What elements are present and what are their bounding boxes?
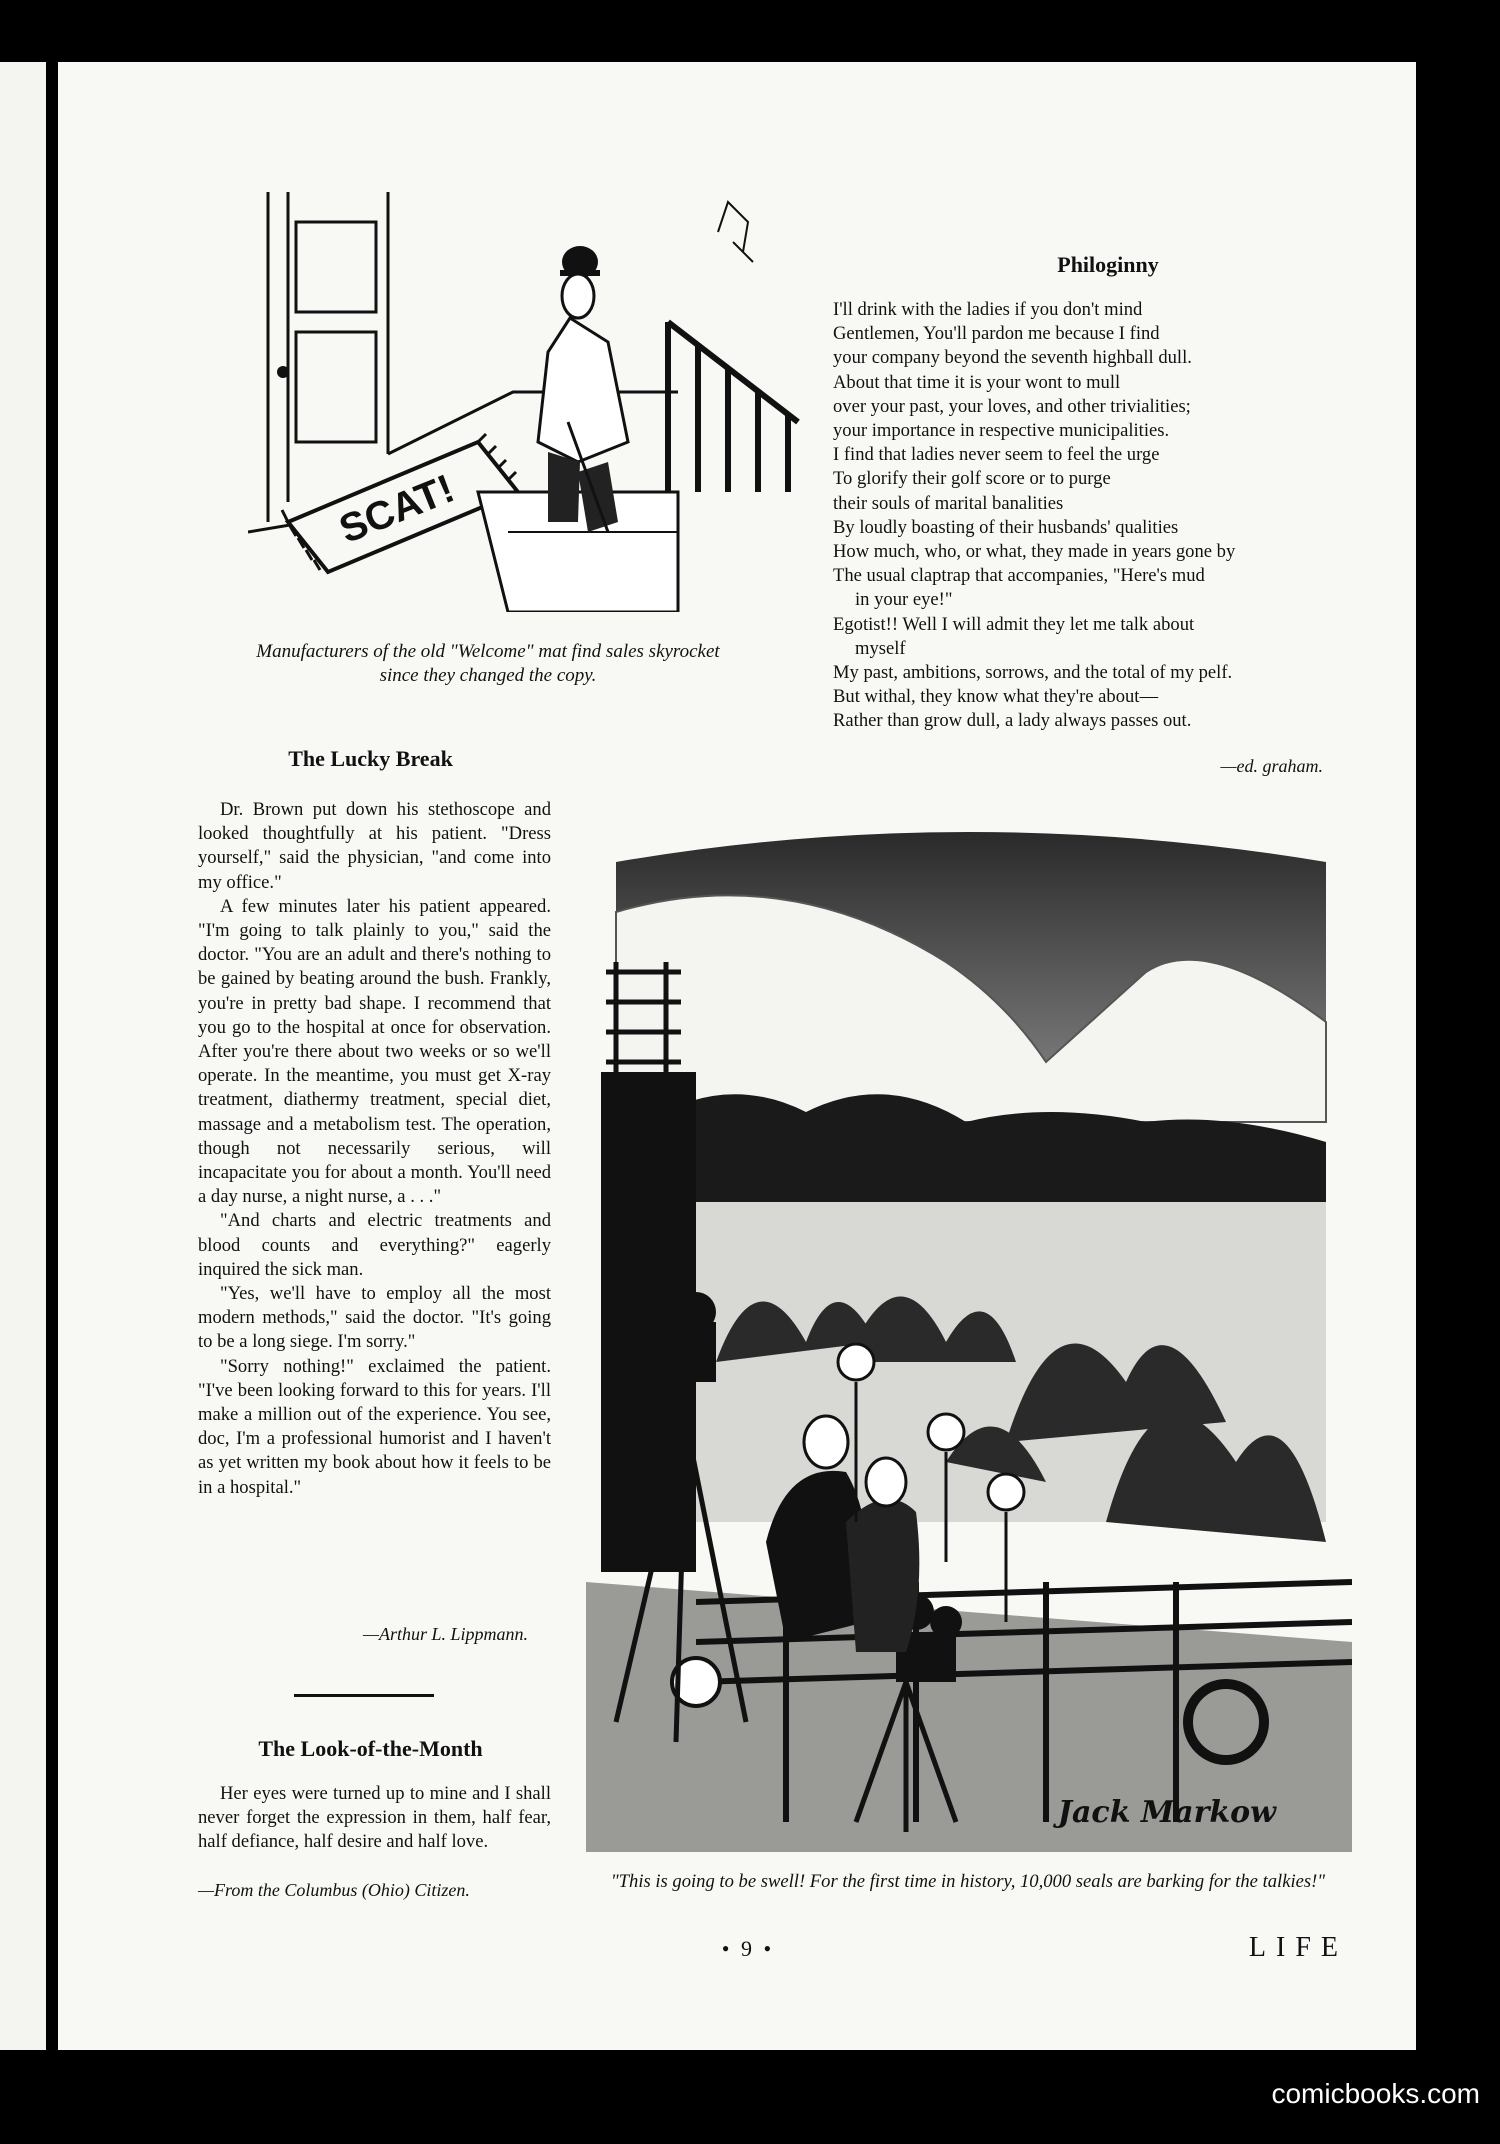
look-title: The Look-of-the-Month (258, 1736, 483, 1761)
poem-line: My past, ambitions, sorrows, and the total of my pelf. (833, 662, 1233, 684)
poem-line: I find that ladies never seem to feel the urge (833, 444, 1160, 466)
cartoon-caption-bottom: "This is going to be swell! For the first time in history, 10,000 seals are barking for the talkies!" (610, 1871, 1326, 1892)
poem-line: your importance in respective municipalities. (833, 420, 1170, 442)
section-divider (294, 1694, 434, 1697)
poem-line: But withal, they know what they're about— (833, 686, 1159, 708)
magazine-name: LIFE (1248, 1932, 1348, 1963)
story-signature: —Arthur L. Lippmann. (362, 1624, 528, 1644)
seals-talkies-cartoon (586, 822, 1352, 1852)
poem-line: their souls of marital banalities (833, 492, 1064, 514)
poem-line: How much, who, or what, they made in years gone by (833, 541, 1236, 563)
poem-line: myself (855, 637, 906, 659)
story-paragraph: A few minutes later his patient appeared. "I'm going to talk plainly to you," said the doctor. "You are an adult and there's nothing to be gained by beating around the bush. Frankly, you're in pretty bad shape. I recommend that you go to the hospital at once for observation. After you're there about two weeks or so we'll operate. In the meantime, you must get X-ray treatment, diathermy treatment, special diet, massage and a metabolism test. The operation, though not necessarily serious, will incapacitate you for about a month. You'll need a day nurse, a night nurse, a . . ." (198, 895, 551, 1208)
stair-railing (668, 322, 798, 492)
poem-line: Gentlemen, You'll pardon me because I find (833, 323, 1160, 345)
poem-body (833, 298, 1353, 734)
poem-line: Egotist!! Well I will admit they let me talk about (833, 613, 1195, 635)
poem-line: Rather than grow dull, a lady always passes out. (833, 710, 1192, 732)
story-paragraph: Dr. Brown put down his stethoscope and looked thoughtfully at his patient. "Dress yourself," said the physician, "and come into my office." (198, 799, 551, 893)
caption-line: Manufacturers of the old "Welcome" mat find sales skyrocket (256, 641, 720, 662)
look-paragraph: Her eyes were turned up to mine and I shall never forget the expression in them, half fear, half defiance, half desire and half love. (198, 1783, 551, 1853)
page-number: • 9 • (721, 1936, 775, 1961)
look-body (198, 1782, 551, 1855)
poem-line: About that time it is your wont to mull (833, 371, 1121, 393)
story-paragraph: "And charts and electric treatments and blood counts and everything?" eagerly inquired the sick man. (198, 1210, 551, 1280)
poem-title: Philoginny (1057, 252, 1159, 277)
story-body (198, 798, 551, 1500)
poem-line: your company beyond the seventh highball dull. (833, 347, 1192, 369)
previous-page-edge (0, 62, 49, 2050)
story-paragraph: "Sorry nothing!" exclaimed the patient. "I've been looking forward to this for years. I'll make a million out of the experience. You see, doc, I'm a professional humorist and I haven't as yet written my book about how it feels to be in a hospital." (198, 1355, 551, 1498)
magazine-page (58, 62, 1416, 2050)
story-title: The Lucky Break (288, 746, 453, 771)
caption-line: since they changed the copy. (379, 665, 597, 686)
mat-text: SCAT! (333, 466, 461, 552)
story-paragraph: "Yes, we'll have to employ all the most modern methods," said the doctor. "It's going to be a long siege. I'm sorry." (198, 1283, 551, 1353)
cartoon-caption (168, 640, 808, 688)
site-watermark: comicbooks.com (1271, 2078, 1480, 2109)
poem-line: By loudly boasting of their husbands' qualities (833, 516, 1179, 538)
poem-line: over your past, your loves, and other trivialities; (833, 395, 1191, 417)
poem-line: in your eye!" (855, 589, 953, 611)
look-source: —From the Columbus (Ohio) Citizen. (198, 1880, 470, 1900)
artist-signature: Jack Markow (1057, 1795, 1276, 1830)
welcome-mat-cartoon (248, 192, 808, 612)
man-figure (538, 246, 628, 532)
poem-line: The usual claptrap that accompanies, "Here's mud (833, 565, 1205, 587)
poem-line: I'll drink with the ladies if you don't mind (833, 299, 1143, 320)
artist-signature-icon (718, 202, 753, 262)
poem-line: To glorify their golf score or to purge (833, 468, 1111, 490)
poem-signature: —ed. graham. (1220, 756, 1323, 776)
